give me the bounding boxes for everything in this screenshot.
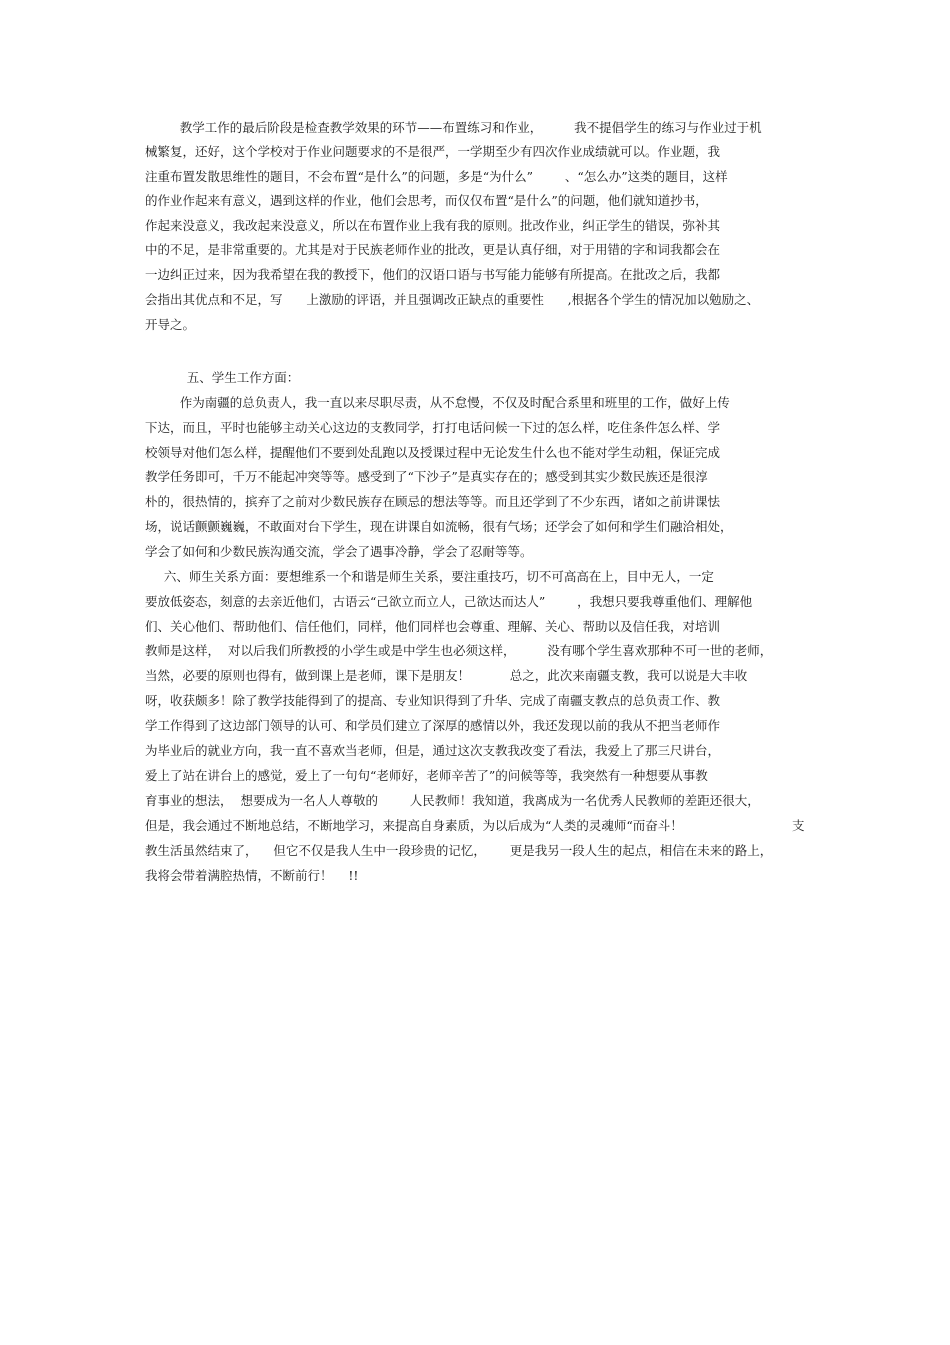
text-line: 校领导对他们怎么样，提醒他们不要到处乱跑以及授课过程中无论发生什么也不能对学生动粗，保证完成 [145,445,721,460]
text-line: 我将会带着满腔热情，不断前行！ !! [145,868,359,883]
text-line: 开导之。 [145,317,196,332]
text-line: 教学任务即可，千万不能起冲突等等。感受到了“下沙子”是真实存在的；感受到其实少数民族还是很淳 [145,469,708,484]
text-line: 要放低姿态，刻意的去亲近他们，古语云“己欲立而立人，己欲达而达人” ，我想只要我尊重他们、理解他 [145,594,753,609]
text-line: 中的不足，是非常重要的。尤其是对于民族老师作业的批改，更是认真仔细，对于用错的字和词我都会在 [145,242,721,257]
text-line: 朴的，很热情的，摈弃了之前对少数民族存在顾忌的想法等等。而且还学到了不少东西，诸如之前讲课怯 [145,494,721,509]
text-line: 作起来没意义，我改起来没意义，所以在布置作业上我有我的原则。批改作业，纠正学生的错误，弥补其 [145,218,721,233]
text-fragment: 支 [792,818,805,833]
section-heading: 六、师生关系方面：要想维系一个和谐是师生关系，要注重技巧，切不可高高在上，目中无人，一定 [148,569,714,584]
text-line: 学工作得到了这边部门领导的认可、和学员们建立了深厚的感情以外，我还发现以前的我从不把当老师作 [145,718,721,733]
text-line: 下达，而且，平时也能够主动关心这边的支教同学，打打电话问候一下过的怎么样，吃住条件怎么样、学 [145,420,721,435]
text-line: 当然，必要的原则也得有，做到课上是老师，课下是朋友！ 总之，此次来南疆支教，我可以说是大丰收 [145,668,748,683]
text-line: 作为南疆的总负责人，我一直以来尽职尽责，从不怠慢，不仅及时配合系里和班里的工作，做好上传 [148,395,730,410]
text-line: 注重布置发散思维性的题目，不会布置“是什么”的问题，多是“为什么” 、“怎么办”这类的题目，这样 [145,169,728,184]
text-line: 场，说话颤颤巍巍，不敢面对台下学生，现在讲课自如流畅，很有气场；还学会了如何和学生们融洽相处， [145,519,733,534]
section-heading: 五、学生工作方面： [155,370,300,385]
text-line: 爱上了站在讲台上的感觉，爱上了一句句“老师好，老师辛苦了”的问候等等，我突然有一种想要从事教 [145,768,708,783]
text-line: 教生活虽然结束了， 但它不仅是我人生中一段珍贵的记忆， 更是我另一段人生的起点，相信在未来的路上， [145,843,773,858]
text-line: 为毕业后的就业方向，我一直不喜欢当老师，但是，通过这次支教我改变了看法，我爱上了那三尺讲台， [145,743,721,758]
text-line: 呀，收获颇多！除了教学技能得到了的提高、专业知识得到了升华、完成了南疆支教点的总负责工作、教 [145,693,721,708]
text-line: 教师是这样， 对以后我们所教授的小学生或是中学生也必须这样， 没有哪个学生喜欢那种不可一世的老师， [145,643,773,658]
text-line: 学会了如何和少数民族沟通交流，学会了遇事冷静，学会了忍耐等等。 [145,544,533,559]
text-line: 会指出其优点和不足，写 上激励的评语，并且强调改正缺点的重要性 ,根据各个学生的情况加以勉励之、 [145,292,760,307]
text-line: 的作业作起来有意义，遇到这样的作业，他们会思考，而仅仅布置“是什么”的问题，他们就知道抄书， [145,193,708,208]
text-line: 但是，我会通过不断地总结，不断地学习，来提高自身素质，为以后成为“人类的灵魂师“而奋斗！ [145,818,683,833]
text-line: 一边纠正过来，因为我希望在我的教授下，他们的汉语口语与书写能力能够有所提高。在批改之后，我都 [145,267,721,282]
text-line: 械繁复，还好，这个学校对于作业问题要求的不是很严，一学期至少有四次作业成绩就可以。作业题，我 [145,144,721,159]
text-line: 教学工作的最后阶段是检查教学效果的环节——布置练习和作业， 我不提倡学生的练习与作业过于机 [148,120,762,135]
text-line: 们、关心他们、帮助他们、信任他们，同样，他们同样也会尊重、理解、关心、帮助以及信任我，对培训 [145,619,721,634]
text-line: 育事业的想法， 想要成为一名人人尊敬的 人民教师！我知道，我离成为一名优秀人民教师的差距还很大， [145,793,760,808]
